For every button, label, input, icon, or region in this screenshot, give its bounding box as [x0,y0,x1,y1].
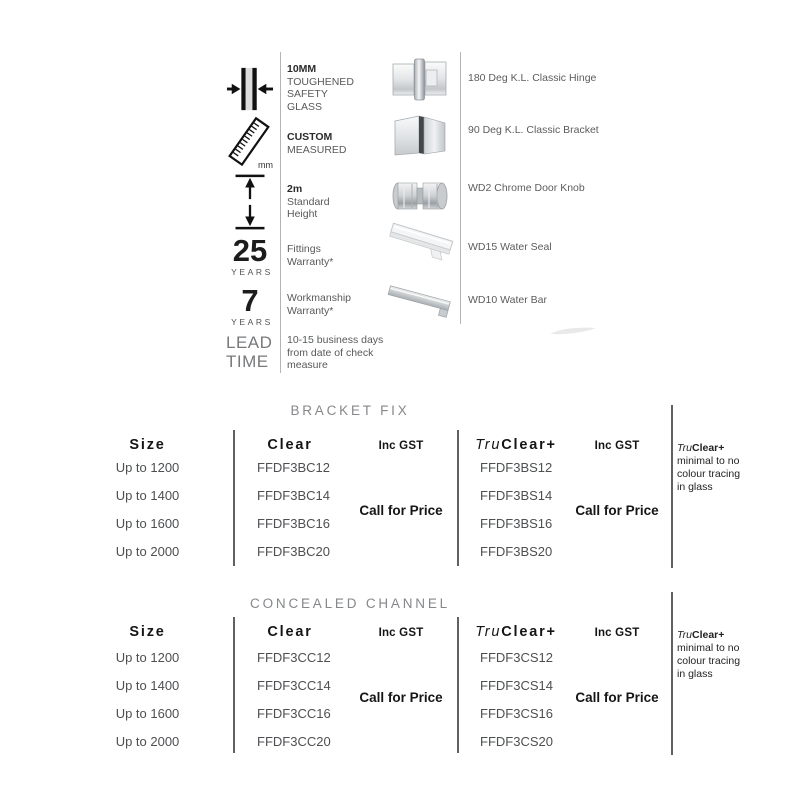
truclear-prefix: Tru [475,624,502,640]
spec-custom-title: CUSTOM [287,131,333,143]
spec-lead-line: measure [287,359,328,371]
product-code-cell: FFDF3BC16 [257,516,330,531]
product-code-cell: FFDF3BC14 [257,488,330,503]
truclear-note-prefix: Tru [677,442,692,454]
truclear-suffix: Clear+ [501,437,557,453]
product-code-cell: FFDF3CC14 [257,678,331,693]
column-header-inc-gst: Inc GST [594,627,640,639]
truclear-note-prefix: Tru [677,629,692,641]
product-label-bracket: 90 Deg K.L. Classic Bracket [468,124,599,136]
spec-lead-line: from date of check [287,346,374,359]
size-cell: Up to 1600 [115,516,180,531]
spec-workmanship-line: Warranty* [287,304,334,317]
spec-height-line: Height [287,208,318,220]
spec-custom-line: MEASURED [287,143,347,156]
product-code-cell: FFDF3BC12 [257,460,330,475]
table-divider [457,617,459,753]
clear-codes-column [257,644,367,756]
product-code-cell: FFDF3BS12 [480,460,553,475]
divider-icons-text [280,52,281,373]
spec-fittings-line: Warranty* [287,255,334,268]
truclear-price: Call for Price [575,503,659,518]
ruler-icon [227,118,273,170]
product-code-cell: FFDF3CS20 [480,734,553,749]
table-divider [671,592,673,755]
truclear-note-title [677,442,757,455]
truclear-note [677,629,757,681]
lead-time-label [226,333,272,371]
product-label-knob: WD2 Chrome Door Knob [468,182,585,194]
spec-height-line: Standard [287,195,330,208]
water-seal-product-image [387,221,453,271]
truclear-note-line: colour tracing [677,468,741,480]
product-code-cell: FFDF3CC16 [257,706,331,721]
spec-glass-line: GLASS [287,100,323,113]
truclear-note-title [677,629,757,642]
truclear-note-suffix: Clear+ [691,629,725,641]
column-header-truclear [465,437,567,453]
spec-workmanship-warranty [287,292,397,317]
product-code-cell: FFDF3BS20 [480,544,553,559]
spec-glass-title: 10MM [287,63,317,75]
spec-glass-line: SAFETY [287,88,328,100]
size-cell: Up to 2000 [115,544,180,559]
table-divider [457,430,459,566]
spec-workmanship-line: Workmanship [287,292,351,304]
door-knob-product-image [391,179,449,215]
hinge-product-image [392,57,448,103]
spec-fittings-line: Fittings [287,243,321,255]
clear-price: Call for Price [359,503,443,518]
truclear-note-line: in glass [677,481,713,493]
spec-lead-time [287,334,399,372]
truclear-note-line: minimal to no [677,642,740,654]
truclear-price: Call for Price [575,690,659,705]
lead-time-line2: TIME [226,352,269,371]
divider-images-labels [460,52,461,324]
product-label-bar: WD10 Water Bar [468,294,547,306]
column-header-size: Size [129,437,166,453]
lead-time-line1: LEAD [226,333,273,352]
clear-codes-column [257,454,367,566]
ruler-unit-label: mm [258,160,273,170]
column-header-inc-gst: Inc GST [378,440,424,452]
spec-height-title: 2m [287,183,303,195]
warranty-25-number: 25 [232,233,268,268]
column-header-size: Size [129,624,166,640]
size-cell: Up to 1600 [115,706,180,721]
size-cell: Up to 1200 [115,650,180,665]
warranty-7-number: 7 [241,283,259,318]
table-divider [671,405,673,568]
size-cell: Up to 1200 [115,460,180,475]
product-code-cell: FFDF3BS14 [480,488,553,503]
swoosh-watermark [548,324,600,338]
truclear-note-suffix: Clear+ [691,442,725,454]
size-cell: Up to 2000 [115,734,180,749]
truclear-prefix: Tru [475,437,502,453]
size-column [100,454,195,566]
table-title: BRACKET FIX [290,403,410,418]
spec-custom [287,131,397,156]
spec-height [287,183,397,221]
bracket-product-image [394,111,446,159]
product-code-cell: FFDF3CC20 [257,734,331,749]
truclear-suffix: Clear+ [501,624,557,640]
truclear-note [677,442,757,494]
warranty-7-years-label: YEARS [231,317,273,327]
product-code-cell: FFDF3CS14 [480,678,553,693]
column-header-inc-gst: Inc GST [378,627,424,639]
size-column [100,644,195,756]
height-arrows-icon [228,174,272,230]
clear-price: Call for Price [359,690,443,705]
column-header-inc-gst: Inc GST [594,440,640,452]
spec-glass-line: TOUGHENED [287,75,354,88]
spec-glass [287,63,397,113]
warranty-25-years-label: YEARS [231,267,273,277]
product-code-cell: FFDF3BS16 [480,516,553,531]
spec-fittings-warranty [287,243,397,268]
product-code-cell: FFDF3CC12 [257,650,331,665]
table-title: CONCEALED CHANNEL [250,596,450,611]
column-header-clear: Clear [267,624,313,640]
product-code-cell: FFDF3CS12 [480,650,553,665]
table-divider [233,617,235,753]
column-header-truclear [465,624,567,640]
table-divider [233,430,235,566]
product-code-cell: FFDF3CS16 [480,706,553,721]
size-cell: Up to 1400 [115,488,180,503]
glass-thickness-icon [226,66,274,112]
spec-lead-line: 10-15 business days [287,334,384,346]
product-code-cell: FFDF3BC20 [257,544,330,559]
product-label-seal: WD15 Water Seal [468,241,552,253]
size-cell: Up to 1400 [115,678,180,693]
column-header-clear: Clear [267,437,313,453]
water-bar-product-image [385,281,455,325]
truclear-note-line: in glass [677,668,713,680]
product-label-hinge: 180 Deg K.L. Classic Hinge [468,72,597,84]
truclear-note-line: colour tracing [677,655,741,667]
truclear-note-line: minimal to no [677,455,740,467]
